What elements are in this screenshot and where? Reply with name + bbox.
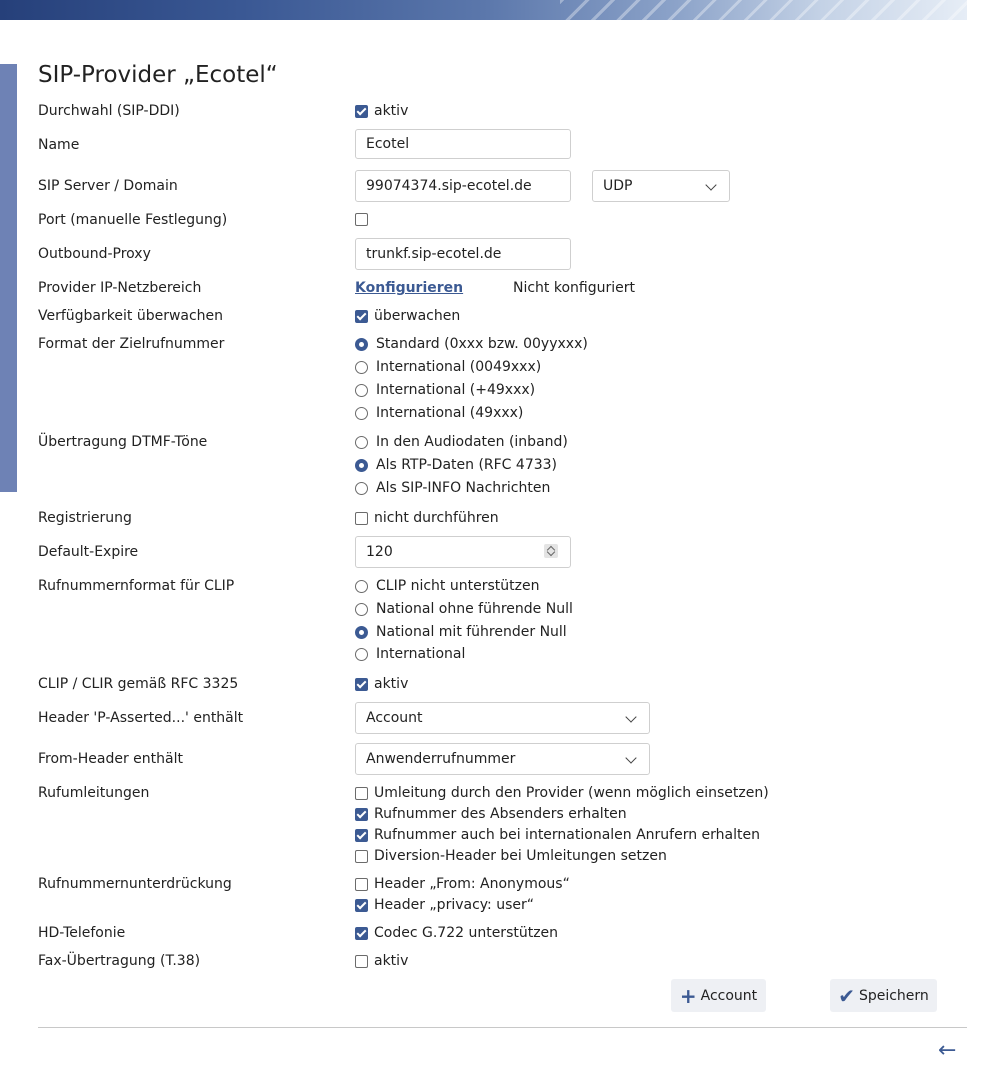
clir-checkbox-row[interactable] (355, 676, 408, 692)
expire-input[interactable] (355, 536, 571, 568)
add-account-label: Account (700, 987, 758, 1004)
ddi-checkbox[interactable] (355, 105, 368, 118)
proxy-label: Outbound-Proxy (38, 246, 151, 262)
format-option[interactable] (355, 336, 588, 352)
redirect-option-label: Diversion-Header bei Umleitungen setzen (374, 848, 667, 864)
monitor-checkbox[interactable] (355, 310, 368, 323)
name-label: Name (38, 137, 80, 153)
dtmf-label: Übertragung DTMF-Töne (38, 434, 208, 450)
hd-label: HD-Telefonie (38, 925, 126, 941)
dtmf-radio[interactable] (355, 459, 368, 472)
format-radio[interactable] (355, 361, 368, 374)
format-option[interactable] (355, 359, 541, 375)
arrow-left-icon[interactable]: ← (938, 1038, 957, 1063)
fax-checkbox[interactable] (355, 955, 368, 968)
dtmf-option-label: Als RTP-Daten (RFC 4733) (376, 457, 558, 473)
monitor-option-label: überwachen (374, 308, 461, 324)
fax-checkbox-row[interactable] (355, 953, 408, 969)
port-checkbox-row[interactable] (355, 213, 374, 226)
redirect-checkbox[interactable] (355, 850, 368, 863)
clipformat-option[interactable] (355, 646, 465, 662)
page-title: SIP-Provider „Ecotel“ (38, 62, 278, 88)
suppress-checkbox[interactable] (355, 899, 368, 912)
suppress-option[interactable] (355, 897, 534, 913)
ddi-checkbox-row[interactable] (355, 103, 408, 119)
clipformat-radio[interactable] (355, 648, 368, 661)
redirect-checkbox[interactable] (355, 808, 368, 821)
dtmf-option-label: In den Audiodaten (inband) (376, 434, 568, 450)
dtmf-radio[interactable] (355, 482, 368, 495)
clir-label: CLIP / CLIR gemäß RFC 3325 (38, 676, 239, 692)
register-option-label: nicht durchführen (374, 510, 499, 526)
sidebar-strip (0, 64, 17, 492)
redirect-option[interactable] (355, 785, 769, 801)
redirect-label: Rufumleitungen (38, 785, 150, 801)
port-label: Port (manuelle Festlegung) (38, 212, 228, 228)
proxy-input[interactable]: trunkf.sip-ecotel.de (355, 238, 571, 270)
redirect-checkbox[interactable] (355, 829, 368, 842)
dtmf-radio[interactable] (355, 436, 368, 449)
format-option[interactable] (355, 405, 523, 421)
port-checkbox[interactable] (355, 213, 368, 226)
dtmf-option[interactable] (355, 457, 557, 473)
save-button[interactable] (830, 979, 937, 1012)
format-option-label: Standard (0xxx bzw. 00yyxxx) (376, 336, 588, 352)
redirect-option[interactable] (355, 827, 760, 843)
format-option-label: International (49xxx) (376, 405, 524, 421)
hd-option-label: Codec G.722 unterstützen (374, 925, 559, 941)
ddi-label: Durchwahl (SIP-DDI) (38, 103, 180, 119)
transport-value: UDP (603, 178, 633, 194)
server-input[interactable]: 99074374.sip-ecotel.de (355, 170, 571, 202)
redirect-option[interactable] (355, 848, 667, 864)
expire-value: 120 (366, 544, 393, 560)
expire-label: Default-Expire (38, 544, 139, 560)
format-radio[interactable] (355, 384, 368, 397)
clipformat-option-label: CLIP nicht unterstützen (376, 578, 540, 594)
clipformat-option-label: International (376, 646, 466, 662)
ipnet-label: Provider IP-Netzbereich (38, 280, 202, 296)
fromheader-select[interactable] (355, 743, 650, 775)
fax-label: Fax-Übertragung (T.38) (38, 953, 201, 969)
suppress-label: Rufnummernunterdrückung (38, 876, 232, 892)
ipnet-status: Nicht konfiguriert (513, 280, 636, 296)
format-option[interactable] (355, 382, 535, 398)
suppress-option-label: Header „privacy: user“ (374, 897, 534, 913)
plus-icon: + (679, 983, 697, 1008)
redirect-option-label: Umleitung durch den Provider (wenn möglich einsetzen) (374, 785, 769, 801)
stepper-icon[interactable] (544, 544, 558, 558)
check-icon: ✔ (838, 983, 855, 1008)
suppress-option-label: Header „From: Anonymous“ (374, 876, 570, 892)
format-radio[interactable] (355, 407, 368, 420)
hd-checkbox[interactable] (355, 927, 368, 940)
transport-select[interactable] (592, 170, 730, 202)
passerted-value: Account (366, 710, 423, 726)
register-label: Registrierung (38, 510, 132, 526)
clipformat-radio[interactable] (355, 580, 368, 593)
clipformat-radio[interactable] (355, 626, 368, 639)
clipformat-option[interactable] (355, 624, 567, 640)
suppress-option[interactable] (355, 876, 570, 892)
redirect-option[interactable] (355, 806, 627, 822)
clipformat-option-label: National ohne führende Null (376, 601, 573, 617)
chevron-down-icon (705, 179, 716, 190)
clipformat-option-label: National mit führender Null (376, 624, 567, 640)
hd-checkbox-row[interactable] (355, 925, 558, 941)
clipformat-label: Rufnummernformat für CLIP (38, 578, 235, 594)
chevron-down-icon (625, 711, 636, 722)
fromheader-value: Anwenderrufnummer (366, 751, 516, 767)
register-checkbox[interactable] (355, 512, 368, 525)
redirect-checkbox[interactable] (355, 787, 368, 800)
redirect-option-label: Rufnummer auch bei internationalen Anrufern erhalten (374, 827, 760, 843)
suppress-checkbox[interactable] (355, 878, 368, 891)
redirect-option-label: Rufnummer des Absenders erhalten (374, 806, 627, 822)
format-label: Format der Zielrufnummer (38, 336, 225, 352)
ipnet-configure-link[interactable]: Konfigurieren (355, 280, 464, 296)
server-label: SIP Server / Domain (38, 178, 178, 194)
monitor-label: Verfügbarkeit überwachen (38, 308, 224, 324)
clir-checkbox[interactable] (355, 678, 368, 691)
passerted-label: Header 'P-Asserted...' enthält (38, 710, 244, 726)
fromheader-label: From-Header enthält (38, 751, 183, 767)
clipformat-option[interactable] (355, 601, 573, 617)
chevron-down-icon (625, 752, 636, 763)
passerted-select[interactable] (355, 702, 650, 734)
ddi-option-label: aktiv (374, 103, 409, 119)
clipformat-radio[interactable] (355, 603, 368, 616)
add-account-button[interactable] (671, 979, 766, 1012)
dtmf-option-label: Als SIP-INFO Nachrichten (376, 480, 551, 496)
register-checkbox-row[interactable] (355, 510, 499, 526)
clir-option-label: aktiv (374, 676, 409, 692)
format-option-label: International (0049xxx) (376, 359, 542, 375)
save-label: Speichern (858, 987, 929, 1004)
dtmf-option[interactable] (355, 480, 550, 496)
dtmf-option[interactable] (355, 434, 568, 450)
header-banner (0, 0, 967, 20)
footer-divider (38, 1027, 967, 1028)
format-option-label: International (+49xxx) (376, 382, 536, 398)
monitor-checkbox-row[interactable] (355, 308, 460, 324)
name-input[interactable]: Ecotel (355, 129, 571, 159)
format-radio[interactable] (355, 338, 368, 351)
fax-option-label: aktiv (374, 953, 409, 969)
clipformat-option[interactable] (355, 578, 539, 594)
